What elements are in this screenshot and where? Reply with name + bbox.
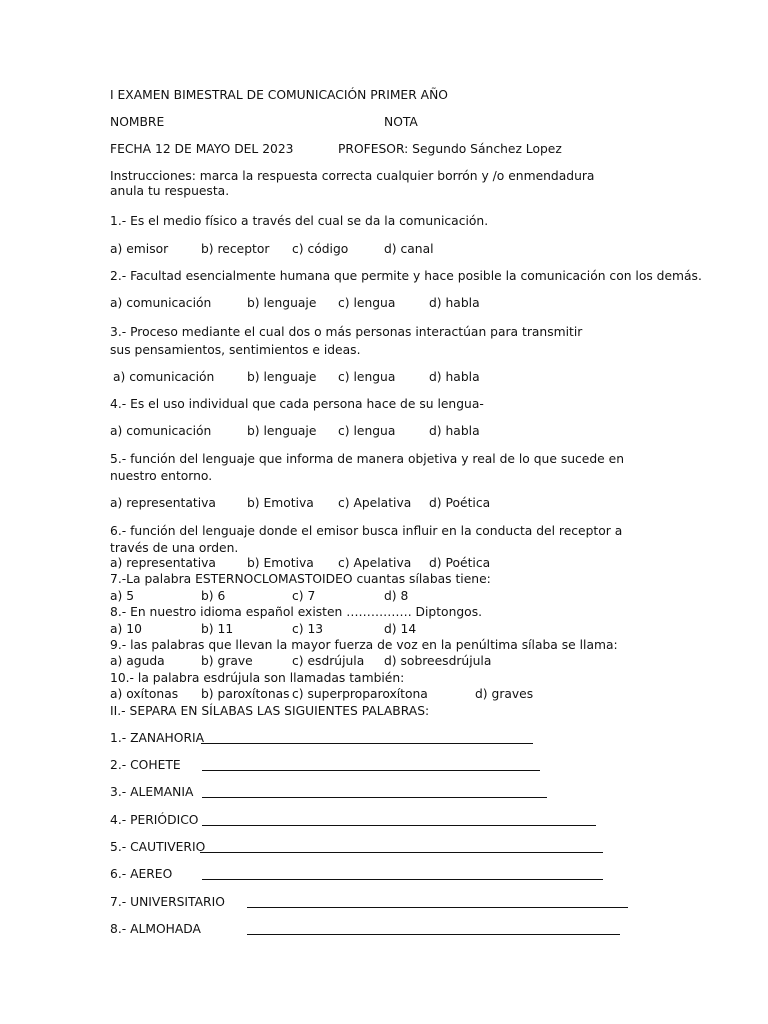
question-9: 9.- las palabras que llevan la mayor fuerza de voz en la penúltima sílaba se llama:	[110, 638, 618, 652]
option-a[interactable]: a) emisor	[110, 242, 169, 256]
option-d[interactable]: d) habla	[429, 370, 480, 384]
word-8-label: 8.- ALMOHADA	[110, 922, 201, 936]
option-b[interactable]: b) 11	[201, 622, 234, 636]
option-d[interactable]: d) habla	[429, 296, 480, 310]
option-a[interactable]: a) representativa	[110, 496, 216, 510]
question-2: 2.- Facultad esencialmente humana que permite y hace posible la comunicación con los demás.	[110, 269, 702, 283]
option-a[interactable]: a) comunicación	[110, 424, 212, 438]
fecha-label: FECHA 12 DE MAYO DEL 2023	[110, 142, 294, 156]
question-10-options	[110, 687, 670, 702]
word-2-label: 2.- COHETE	[110, 758, 181, 772]
option-b[interactable]: b) grave	[201, 654, 253, 668]
option-b[interactable]: b) lenguaje	[247, 424, 317, 438]
instructions: Instrucciones: marca la respuesta correcta cualquier borrón y /o enmendadura anula tu respuesta.	[110, 169, 595, 198]
nota-label: NOTA	[384, 115, 418, 129]
word-1-label: 1.- ZANAHORIA	[110, 731, 205, 745]
question-3: 3.- Proceso mediante el cual dos o más personas interactúan para transmitir sus pensamientos, sentimientos e ideas.	[110, 325, 583, 357]
question-4-options	[110, 424, 670, 439]
option-a[interactable]: a) oxítonas	[110, 687, 179, 701]
option-c[interactable]: c) lengua	[338, 370, 396, 384]
word-5-label: 5.- CAUTIVERIO	[110, 840, 206, 854]
option-b[interactable]: b) 6	[201, 589, 226, 603]
option-a[interactable]: a) 5	[110, 589, 135, 603]
question-5: 5.- función del lenguaje que informa de manera objetiva y real de lo que sucede en nuestro entorno.	[110, 452, 624, 483]
option-a[interactable]: a) aguda	[110, 654, 165, 668]
option-d[interactable]: d) 14	[384, 622, 417, 636]
question-10: 10.- la palabra esdrújula son llamadas también:	[110, 671, 405, 685]
question-3-options	[113, 370, 673, 385]
question-1: 1.- Es el medio físico a través del cual se da la comunicación.	[110, 214, 489, 228]
question-7: 7.-La palabra ESTERNOCLOMASTOIDEO cuantas sílabas tiene:	[110, 572, 491, 586]
profesor-label: PROFESOR: Segundo Sánchez Lopez	[338, 142, 562, 156]
option-b[interactable]: b) receptor	[201, 242, 270, 256]
option-d[interactable]: d) sobreesdrújula	[384, 654, 492, 668]
option-d[interactable]: d) Poética	[429, 496, 491, 510]
question-5-options	[110, 496, 670, 511]
question-8-options	[110, 622, 670, 637]
word-4-answer-line[interactable]	[202, 825, 596, 826]
question-7-options	[110, 589, 670, 604]
option-c[interactable]: c) esdrújula	[292, 654, 365, 668]
option-b[interactable]: b) Emotiva	[247, 556, 314, 570]
word-3-label: 3.- ALEMANIA	[110, 785, 194, 799]
section-2-title: II.- SEPARA EN SÍLABAS LAS SIGUIENTES PALABRAS:	[110, 704, 430, 718]
option-b[interactable]: b) lenguaje	[247, 370, 317, 384]
option-c[interactable]: c) lengua	[338, 424, 396, 438]
option-c[interactable]: c) 7	[292, 589, 316, 603]
question-1-options	[110, 242, 670, 257]
option-d[interactable]: d) graves	[475, 687, 534, 701]
option-c[interactable]: c) código	[292, 242, 349, 256]
nombre-label: NOMBRE	[110, 115, 165, 129]
option-b[interactable]: b) Emotiva	[247, 496, 314, 510]
option-d[interactable]: d) Poética	[429, 556, 491, 570]
word-3-answer-line[interactable]	[202, 797, 547, 798]
option-c[interactable]: c) Apelativa	[338, 556, 412, 570]
option-b[interactable]: b) lenguaje	[247, 296, 317, 310]
question-4: 4.- Es el uso individual que cada persona hace de su lengua-	[110, 397, 484, 411]
option-d[interactable]: d) 8	[384, 589, 409, 603]
word-6-answer-line[interactable]	[202, 879, 603, 880]
option-c[interactable]: c) 13	[292, 622, 324, 636]
word-7-label: 7.- UNIVERSITARIO	[110, 895, 225, 909]
question-6-options	[110, 556, 670, 571]
word-8-answer-line[interactable]	[247, 934, 620, 935]
option-c[interactable]: c) superproparoxítona	[292, 687, 428, 701]
option-d[interactable]: d) canal	[384, 242, 434, 256]
option-c[interactable]: c) Apelativa	[338, 496, 412, 510]
exam-title: I EXAMEN BIMESTRAL DE COMUNICACIÓN PRIMER AÑO	[110, 88, 448, 102]
word-4-label: 4.- PERIÓDICO	[110, 813, 199, 827]
option-a[interactable]: a) comunicación	[110, 296, 212, 310]
option-d[interactable]: d) habla	[429, 424, 480, 438]
question-9-options	[110, 654, 670, 669]
option-c[interactable]: c) lengua	[338, 296, 396, 310]
option-a[interactable]: a) representativa	[110, 556, 216, 570]
option-b[interactable]: b) paroxítonas	[201, 687, 290, 701]
word-5-answer-line[interactable]	[200, 852, 603, 853]
word-7-answer-line[interactable]	[247, 907, 628, 908]
option-a[interactable]: a) 10	[110, 622, 142, 636]
option-a[interactable]: a) comunicación	[113, 370, 215, 384]
question-2-options	[110, 296, 670, 311]
word-6-label: 6.- AEREO	[110, 867, 173, 881]
word-2-answer-line[interactable]	[202, 770, 540, 771]
question-6: 6.- función del lenguaje donde el emisor busca influir en la conducta del receptor a través de una orden.	[110, 524, 623, 555]
question-8: 8.- En nuestro idioma español existen ……………. Diptongos.	[110, 605, 483, 619]
word-1-answer-line[interactable]	[201, 743, 533, 744]
